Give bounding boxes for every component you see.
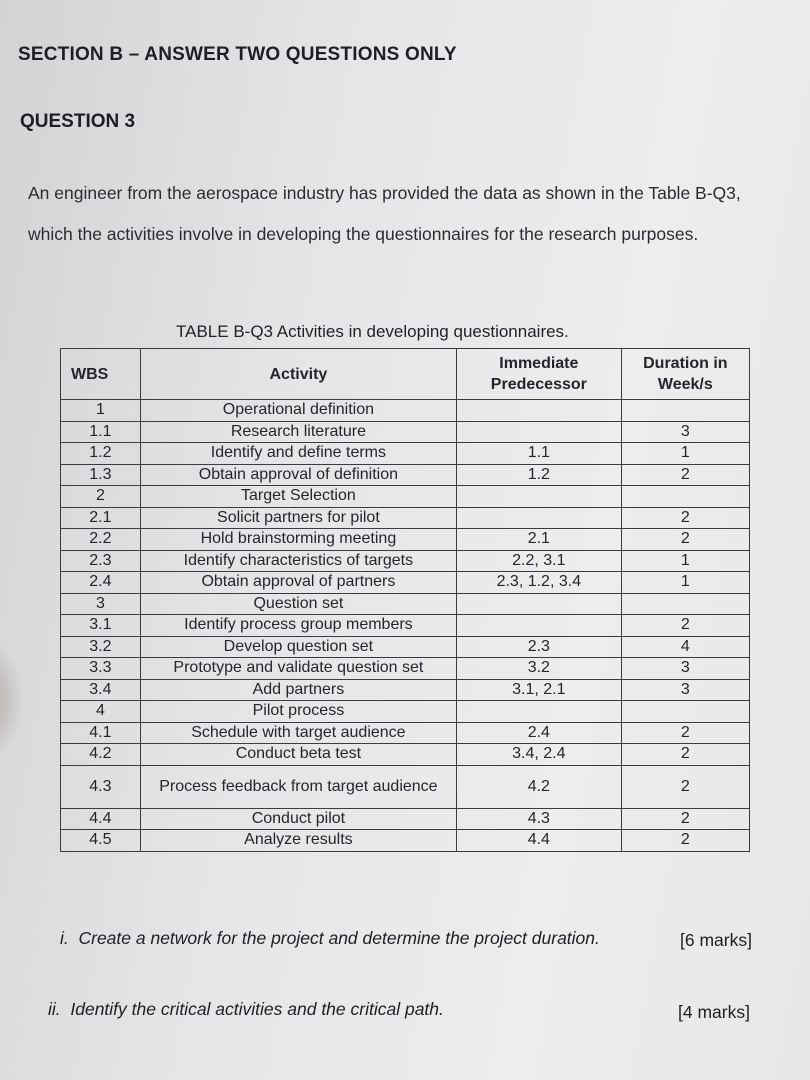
cell-activity: Operational definition xyxy=(140,400,456,422)
question-text: Identify the critical activities and the critical path. xyxy=(70,999,444,1019)
table-row xyxy=(61,593,750,615)
cell-wbs: 3.3 xyxy=(61,658,141,680)
cell-predecessor: 2.3, 1.2, 3.4 xyxy=(457,572,622,594)
cell-predecessor xyxy=(457,507,622,529)
cell-predecessor: 4.4 xyxy=(457,830,622,852)
finger-shadow xyxy=(0,630,25,770)
question-label: i. xyxy=(60,928,69,948)
cell-wbs: 4.4 xyxy=(61,808,141,830)
cell-activity: Question set xyxy=(140,593,456,615)
table-row xyxy=(61,636,750,658)
question-label: ii. xyxy=(48,999,61,1019)
activities-table xyxy=(60,348,750,852)
cell-predecessor: 2.2, 3.1 xyxy=(457,550,622,572)
cell-predecessor: 2.4 xyxy=(457,722,622,744)
cell-wbs: 3 xyxy=(61,593,141,615)
cell-predecessor xyxy=(457,400,622,422)
question-i xyxy=(60,928,600,949)
intro-paragraph: An engineer from the aerospace industry has provided the data as shown in the Table B-Q3, which the activities involve in developing the questionnaires for the research purposes. xyxy=(28,183,741,244)
cell-wbs: 1.2 xyxy=(61,443,141,465)
question-i-marks: [6 marks] xyxy=(680,930,752,950)
section-title: SECTION B – ANSWER TWO QUESTIONS ONLY xyxy=(18,44,457,65)
cell-wbs: 4.2 xyxy=(61,744,141,766)
cell-duration xyxy=(621,400,749,422)
cell-duration: 2 xyxy=(621,615,749,637)
cell-activity: Conduct pilot xyxy=(140,808,456,830)
table-row xyxy=(61,679,750,701)
cell-wbs: 4.1 xyxy=(61,722,141,744)
cell-activity: Prototype and validate question set xyxy=(140,658,456,680)
cell-predecessor xyxy=(457,615,622,637)
cell-predecessor: 3.1, 2.1 xyxy=(457,679,622,701)
cell-predecessor: 2.3 xyxy=(457,636,622,658)
table-row xyxy=(61,765,750,808)
cell-activity: Research literature xyxy=(140,421,456,443)
cell-activity: Obtain approval of definition xyxy=(140,464,456,486)
cell-duration: 2 xyxy=(621,507,749,529)
table-row xyxy=(61,507,750,529)
cell-activity: Identify and define terms xyxy=(140,443,456,465)
table-row xyxy=(61,572,750,594)
cell-wbs: 3.2 xyxy=(61,636,141,658)
cell-wbs: 3.1 xyxy=(61,615,141,637)
question-ii xyxy=(48,999,444,1020)
cell-duration xyxy=(621,593,749,615)
cell-duration xyxy=(621,486,749,508)
table-caption: TABLE B-Q3 Activities in developing questionnaires. xyxy=(176,322,569,341)
cell-activity: Solicit partners for pilot xyxy=(140,507,456,529)
table-row xyxy=(61,443,750,465)
table-row xyxy=(61,529,750,551)
cell-activity: Pilot process xyxy=(140,701,456,723)
cell-duration: 2 xyxy=(621,830,749,852)
table-row xyxy=(61,701,750,723)
cell-duration: 2 xyxy=(621,744,749,766)
cell-duration: 4 xyxy=(621,636,749,658)
table-row xyxy=(61,400,750,422)
table-row xyxy=(61,744,750,766)
cell-duration: 1 xyxy=(621,550,749,572)
cell-duration: 2 xyxy=(621,464,749,486)
cell-activity: Add partners xyxy=(140,679,456,701)
cell-activity: Develop question set xyxy=(140,636,456,658)
header-activity: Activity xyxy=(140,349,456,400)
cell-activity: Hold brainstorming meeting xyxy=(140,529,456,551)
cell-wbs: 2 xyxy=(61,486,141,508)
cell-duration: 2 xyxy=(621,722,749,744)
header-wbs: WBS xyxy=(61,349,141,400)
cell-predecessor: 2.1 xyxy=(457,529,622,551)
cell-activity: Obtain approval of partners xyxy=(140,572,456,594)
cell-wbs: 2.3 xyxy=(61,550,141,572)
cell-activity: Target Selection xyxy=(140,486,456,508)
cell-duration: 2 xyxy=(621,765,749,808)
cell-predecessor: 4.3 xyxy=(457,808,622,830)
cell-predecessor xyxy=(457,701,622,723)
cell-wbs: 2.2 xyxy=(61,529,141,551)
cell-predecessor: 3.2 xyxy=(457,658,622,680)
question-ii-marks: [4 marks] xyxy=(678,1002,750,1022)
cell-duration: 2 xyxy=(621,808,749,830)
question-text: Create a network for the project and determine the project duration. xyxy=(78,928,600,948)
table-row xyxy=(61,421,750,443)
cell-predecessor: 3.4, 2.4 xyxy=(457,744,622,766)
cell-predecessor xyxy=(457,593,622,615)
table-header-row xyxy=(61,349,750,400)
table-body xyxy=(61,400,750,852)
cell-wbs: 1.1 xyxy=(61,421,141,443)
cell-predecessor xyxy=(457,486,622,508)
cell-duration: 3 xyxy=(621,421,749,443)
cell-activity: Identify process group members xyxy=(140,615,456,637)
cell-wbs: 4.3 xyxy=(61,765,141,808)
table-row xyxy=(61,550,750,572)
cell-duration: 1 xyxy=(621,443,749,465)
cell-duration: 1 xyxy=(621,572,749,594)
cell-activity: Identify characteristics of targets xyxy=(140,550,456,572)
cell-activity: Analyze results xyxy=(140,830,456,852)
table-row xyxy=(61,808,750,830)
table-row xyxy=(61,486,750,508)
cell-activity: Schedule with target audience xyxy=(140,722,456,744)
cell-wbs: 1 xyxy=(61,400,141,422)
cell-wbs: 4 xyxy=(61,701,141,723)
cell-wbs: 1.3 xyxy=(61,464,141,486)
table-row xyxy=(61,830,750,852)
cell-duration xyxy=(621,701,749,723)
cell-duration: 3 xyxy=(621,658,749,680)
table-row xyxy=(61,464,750,486)
cell-predecessor: 1.2 xyxy=(457,464,622,486)
table-row xyxy=(61,658,750,680)
question-title: QUESTION 3 xyxy=(20,111,136,132)
cell-duration: 3 xyxy=(621,679,749,701)
cell-predecessor xyxy=(457,421,622,443)
table-row xyxy=(61,615,750,637)
header-duration: Duration in Week/s xyxy=(621,349,749,400)
cell-wbs: 3.4 xyxy=(61,679,141,701)
cell-wbs: 2.1 xyxy=(61,507,141,529)
header-predecessor: Immediate Predecessor xyxy=(457,349,622,400)
cell-activity: Process feedback from target audience xyxy=(140,765,456,808)
cell-predecessor: 1.1 xyxy=(457,443,622,465)
table-row xyxy=(61,722,750,744)
cell-duration: 2 xyxy=(621,529,749,551)
cell-activity: Conduct beta test xyxy=(140,744,456,766)
cell-predecessor: 4.2 xyxy=(457,765,622,808)
cell-wbs: 2.4 xyxy=(61,572,141,594)
cell-wbs: 4.5 xyxy=(61,830,141,852)
